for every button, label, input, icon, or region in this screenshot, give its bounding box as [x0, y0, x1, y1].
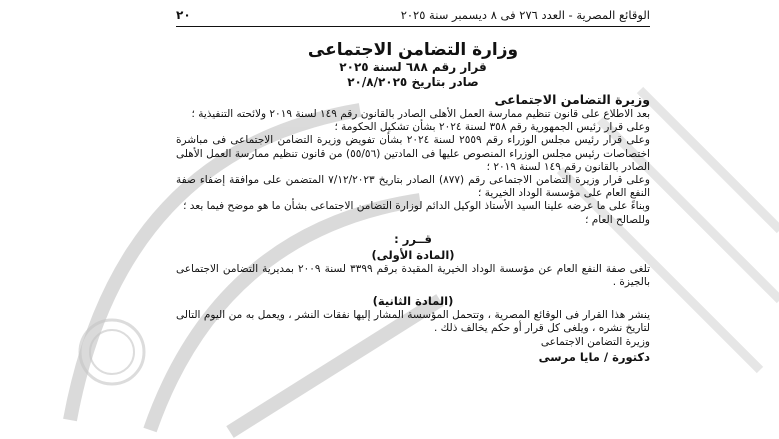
preamble-paragraph: بعد الاطلاع على قانون تنظيم ممارسة العمل الأهلى الصادر بالقانون رقم ١٤٩ لسنة ٢٠١٩ ولائحته التنفيذية ؛: [191, 108, 650, 120]
signature-title: وزيرة التضامن الاجتماعى: [540, 335, 650, 348]
article-1-text: تلغى صفة النفع العام عن مؤسسة الوداد الخيرية المقيدة برقم ٣٣٩٩ لسنة ٢٠٠٩ بمديرية التضامن الاجتماعى بالجيزة .: [176, 262, 651, 289]
decree-body: [176, 92, 650, 365]
seal-icon: [80, 320, 144, 384]
preamble-paragraph: وعلى قرار رئيس الجمهورية رقم ٣٥٨ لسنة ٢٠٢٤ بشأن تشكيل الحكومة ؛: [334, 121, 650, 134]
preamble-paragraph: وللصالح العام ؛: [585, 213, 650, 226]
decree-number: قرار رقم ٦٨٨ لسنة ٢٠٢٥: [339, 60, 487, 74]
article-2-text: ينشر هذا القرار فى الوقائع المصرية ، وتتحمل المؤسسة المشار إليها نفقات النشر ، ويعمل به من اليوم التالى لتاريخ نشره ، ويلغى كل قرار أو حكم يخالف ذلك .: [176, 309, 650, 335]
article-2-title: (المادة الثانية): [372, 294, 454, 309]
ministry-title: وزارة التضامن الاجتماعى: [307, 40, 519, 60]
title-block: [176, 40, 650, 90]
signature-name: دكتورة / مايا مرسى: [538, 349, 650, 364]
issue-info: الوقائع المصرية - العدد ٢٧٦ فى ٨ ديسمبر سنة ٢٠٢٥: [400, 8, 650, 22]
page-header: [176, 4, 650, 27]
issued-date: صادر بتاريخ ٢٠/٨/٢٠٢٥: [347, 75, 479, 89]
preamble-paragraph: وعلى قرار وزيرة التضامن الاجتماعى رقم (٨٧٧) الصادر بتاريخ ٧/١٢/٢٠٢٣ المتضمن على موافقة إضفاء صفة النفع العام على مؤسسة الوداد الخيرية ؛: [176, 174, 650, 200]
article-1-title: (المادة الأولى): [371, 247, 455, 262]
minister-heading: وزيرة التضامن الاجتماعى: [494, 92, 650, 107]
preamble-paragraph: وبناءً على ما عرضه علينا السيد الأستاذ الوكيل الدائم لوزارة التضامن الاجتماعى بشأن ما هو موضح فيما بعد ؛: [183, 200, 650, 213]
preamble-paragraph: وعلى قرار رئيس مجلس الوزراء رقم ٢٥٥٩ لسنة ٢٠٢٤ بشأن تفويض وزيرة التضامن الاجتماعى فى مباشرة اختصاصات رئيس مجلس الوزراء المنصوص عليها فى المادتين (٥٥/٥٦) من قانون تنظيم ممارسة العمل الأهلى الصادر بالقانون رقم ١٤٩ لسنة ٢٠١٩ ؛: [176, 134, 650, 173]
page-number: ٢٠: [176, 8, 191, 22]
decided-heading: قــرر :: [394, 231, 432, 246]
